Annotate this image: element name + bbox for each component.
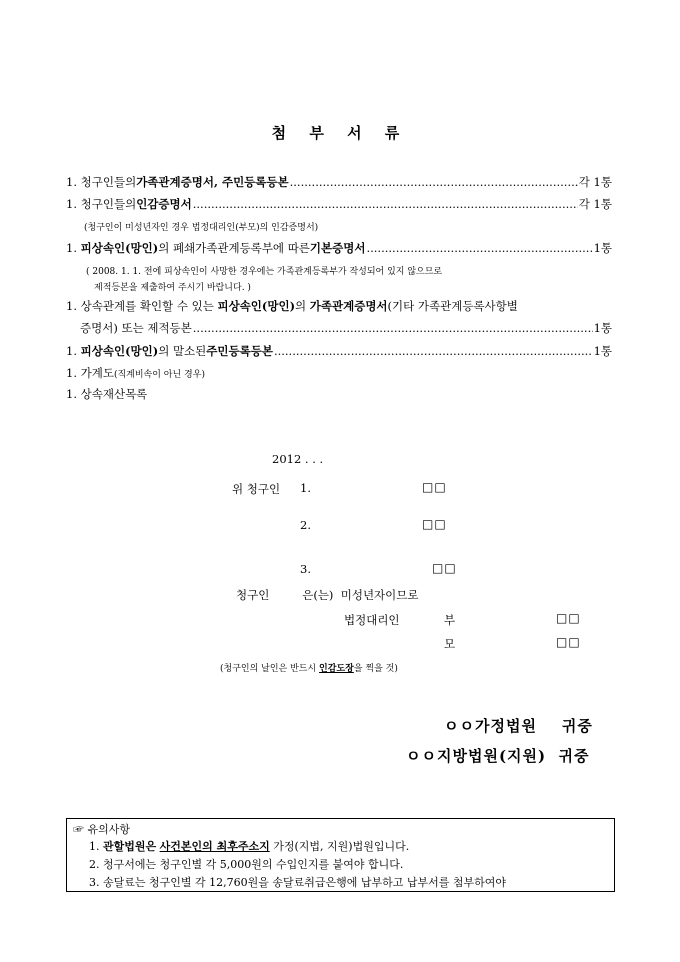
attachment-item-4-cont: 증명서) 또는 제적등본 ..... 1통 — [80, 320, 612, 336]
claimant-2-seal: □□ — [422, 517, 447, 531]
claimant-3-number: 3. — [300, 562, 311, 576]
father-label: 부 — [444, 613, 456, 627]
leader-dots — [366, 241, 592, 255]
legal-rep-label: 법정대리인 — [344, 613, 400, 627]
notice-line-2: 2. 청구서에는 청구인별 각 5,000원의 수입인지를 붙여야 합니다. — [89, 858, 404, 871]
claimant-1-seal: □□ — [422, 480, 447, 494]
leader-dots — [274, 344, 593, 358]
attachment-item-2: 1. 청구인들의 인감증명서 ..... 각 1통 — [66, 196, 612, 212]
leader-dots — [290, 175, 578, 189]
district-court-addressee: ㅇㅇ지방법원(지원) 귀중 — [406, 747, 590, 765]
attachment-item-7: 1. 상속재산목록 — [66, 387, 148, 401]
filing-date: 2012 . . . — [272, 452, 324, 466]
claimant-label: 위 청구인 — [232, 482, 281, 496]
notice-line-1: 1. 관할법원은 사건본인의 최후주소지 가정(지법, 지원)법원입니다. — [89, 840, 410, 853]
attachment-item-3: 1. 피상속인(망인) 의 폐쇄가족관계등록부에 따른 기본증명서 ..... 1통 — [66, 240, 612, 256]
notice-header: ☞ 유의사항 — [73, 823, 131, 836]
father-seal: □□ — [556, 611, 581, 625]
attachment-item-4: 1. 상속관계를 확인할 수 있는 피상속인(망인)의 가족관계증명서(기타 가족관계등록사항별 — [66, 299, 518, 313]
claimant-2-number: 2. — [300, 518, 311, 532]
mother-seal: □□ — [556, 635, 581, 649]
page-title: 첨 부 서 류 — [271, 124, 409, 142]
notice-line-3: 3. 송달료는 청구인별 각 12,760원을 송달료취급은행에 납부하고 납부서를 첨부하여야 — [89, 876, 506, 889]
claimant-1-number: 1. — [300, 481, 311, 495]
attachment-item-6: 1. 가계도(직계비속이 아닌 경우) — [66, 366, 205, 380]
item-3-note-1: ( 2008. 1. 1. 전에 피상속인이 사망한 경우에는 가족관계등록부가 작성되어 있지 않으므로 — [86, 267, 443, 277]
leader-dots — [193, 321, 593, 335]
claimant-3-seal: □□ — [432, 561, 457, 575]
family-court-addressee: ㅇㅇ가정법원 귀중 — [444, 717, 593, 735]
mother-label: 모 — [444, 637, 456, 651]
item-2-note: (청구인이 미성년자인 경우 법정대리인(부모)의 인감증명서) — [84, 223, 319, 233]
leader-dots — [193, 197, 578, 211]
attachment-item-1: 1. 청구인들의 가족관계증명서, 주민등록등본 ..... 각 1통 — [66, 174, 612, 190]
notice-box — [66, 818, 615, 892]
item-3-note-2: 제적등본을 제출하여 주시기 바랍니다. ) — [94, 283, 251, 293]
minor-statement: 청구인 은(는) 미성년자이므로 — [236, 588, 419, 602]
attachment-item-5: 1. 피상속인(망인) 의 말소된 주민등록등본 ..... 1통 — [66, 343, 612, 359]
seal-note: (청구인의 날인은 반드시 인감도장을 찍을 것) — [220, 664, 398, 674]
